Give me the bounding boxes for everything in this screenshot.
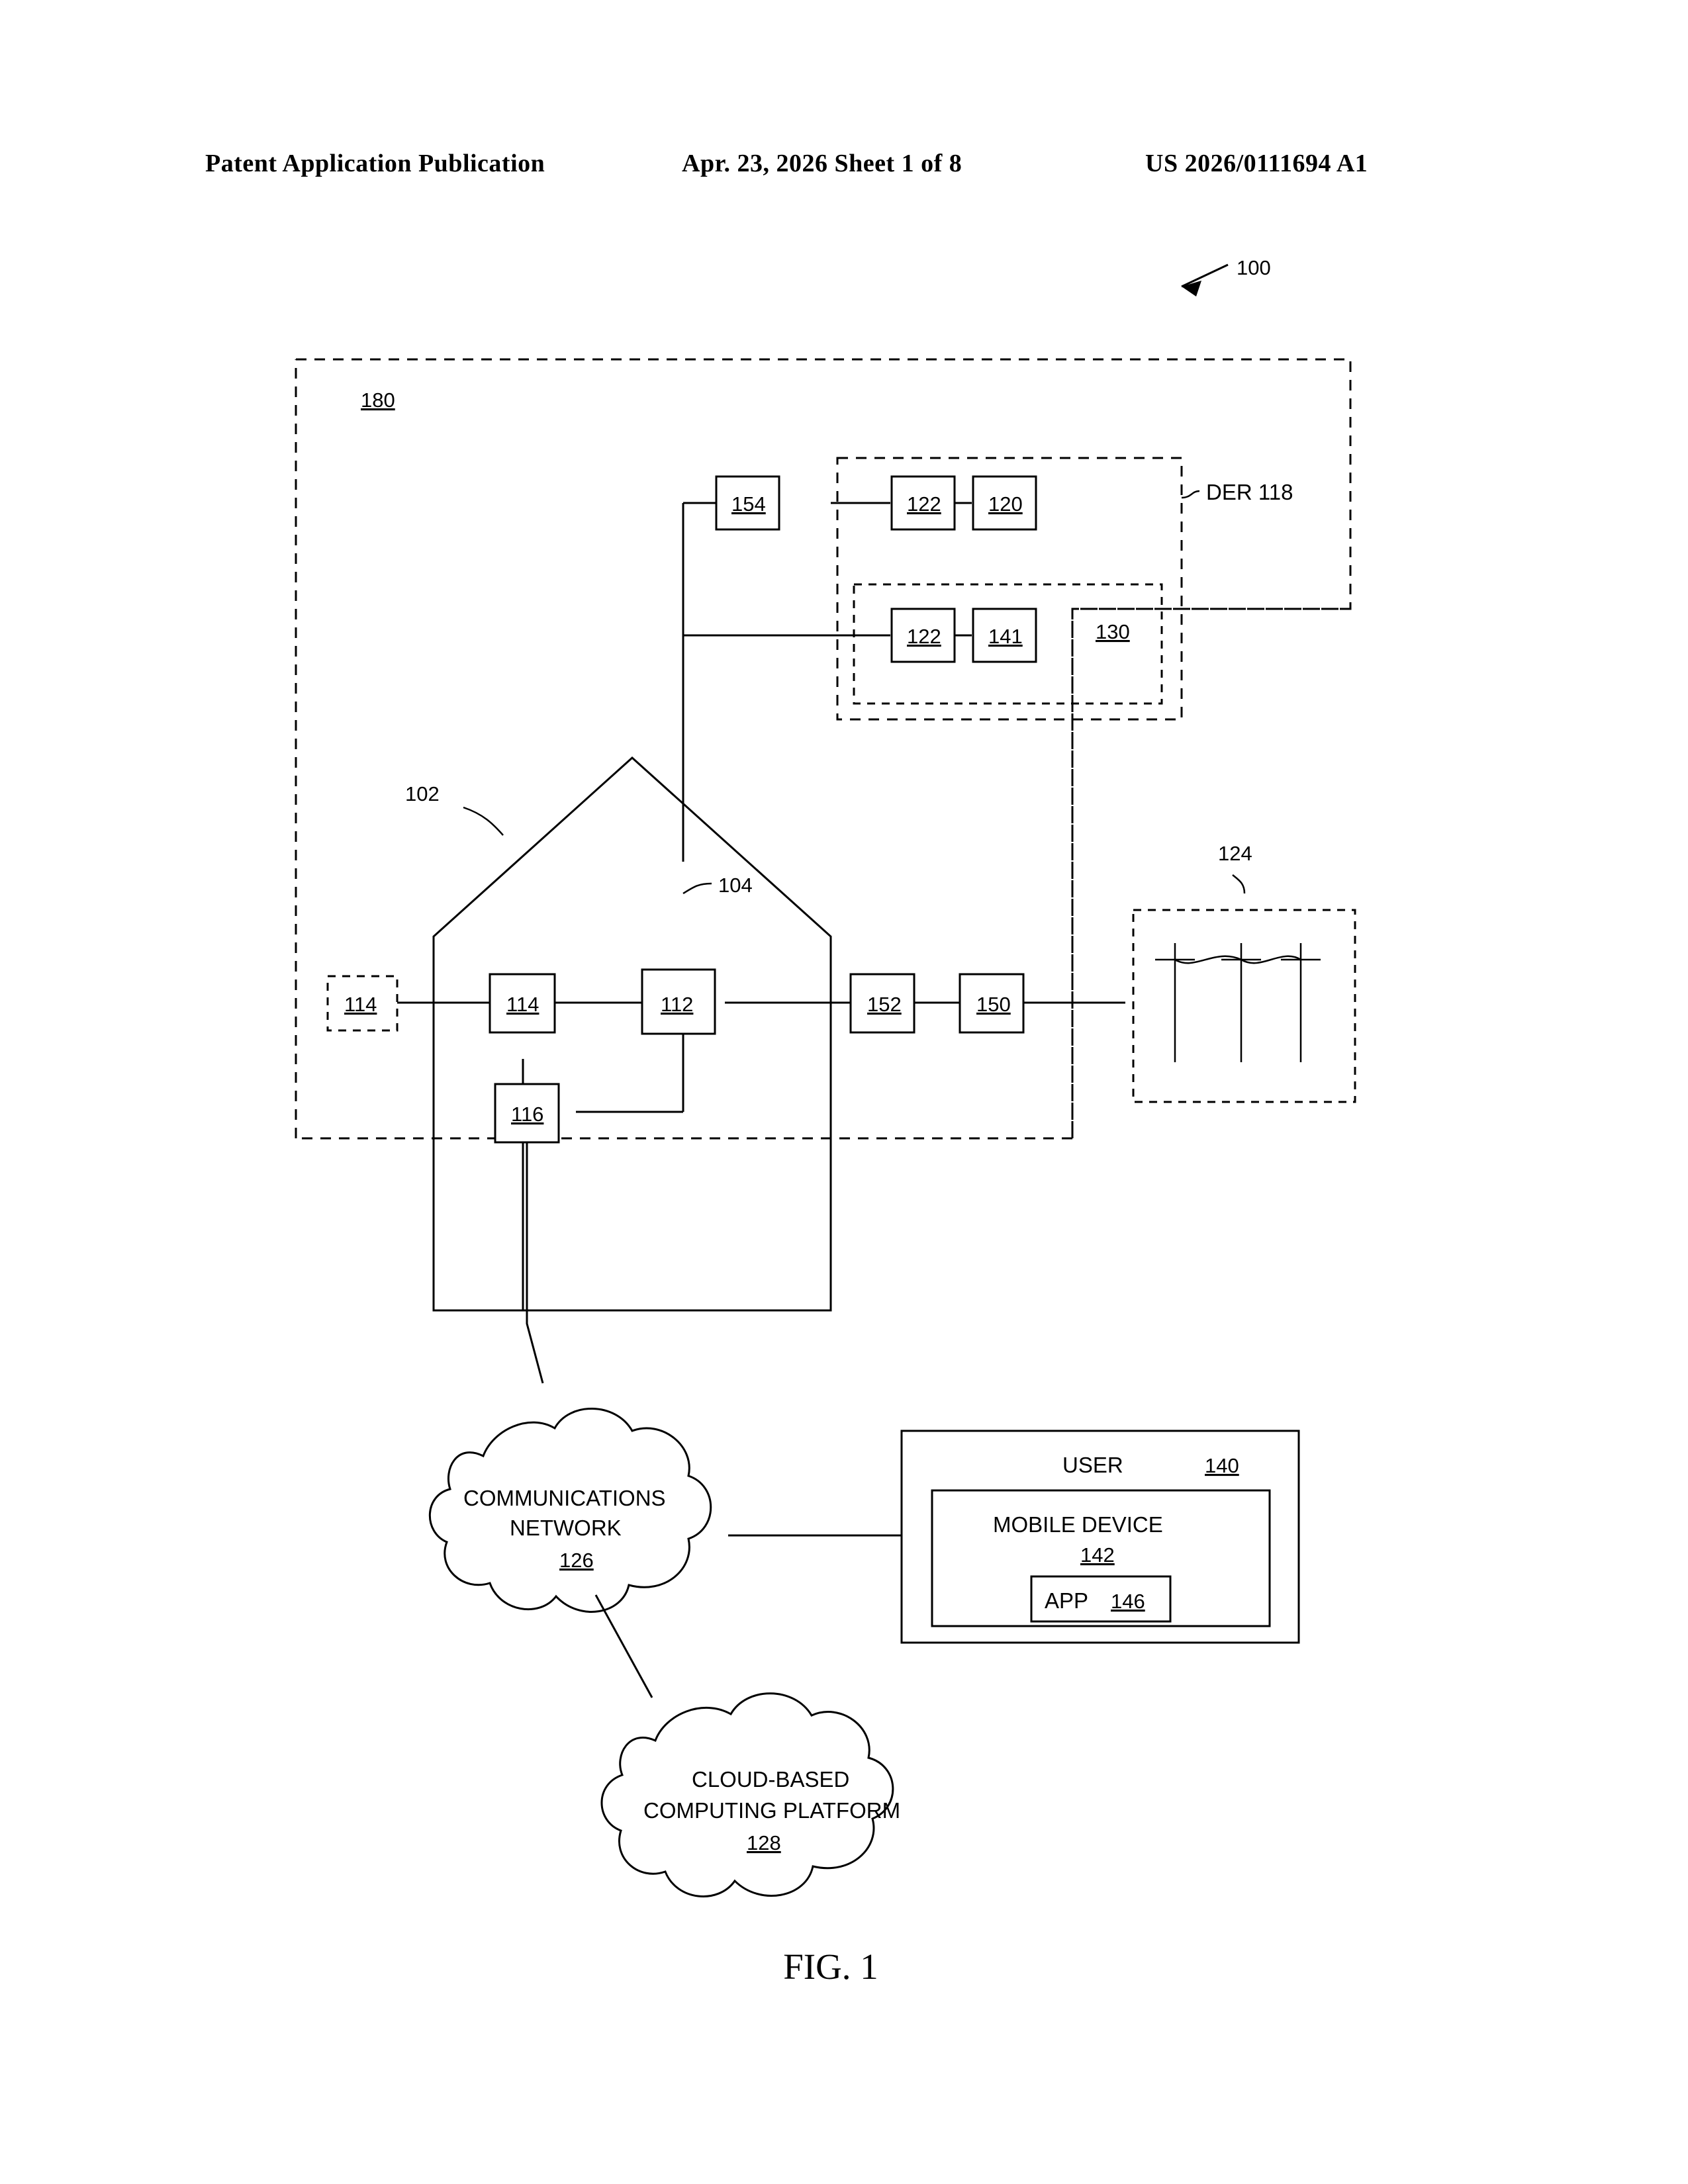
cloud-platform-line1: CLOUD-BASED bbox=[692, 1767, 850, 1792]
ref-100-callout bbox=[1182, 256, 1271, 296]
cloud-platform-ref: 128 bbox=[747, 1831, 781, 1854]
header-publication: Patent Application Publication bbox=[205, 150, 545, 177]
mobile-device-title: MOBILE DEVICE bbox=[993, 1512, 1163, 1537]
box-152-label: 152 bbox=[867, 993, 902, 1016]
figure-1-diagram bbox=[0, 199, 1688, 2085]
box-112 bbox=[642, 970, 715, 1034]
box-154-label: 154 bbox=[731, 492, 766, 516]
box-112-label: 112 bbox=[661, 993, 694, 1016]
app-ref: 146 bbox=[1111, 1590, 1145, 1613]
ref-104-callout bbox=[683, 874, 753, 897]
ref-102-label: 102 bbox=[405, 782, 440, 805]
ref-124-label: 124 bbox=[1218, 842, 1252, 865]
cloud-platform-line2: COMPUTING PLATFORM bbox=[643, 1798, 901, 1823]
box-116 bbox=[495, 1084, 559, 1142]
cloud-communications-ref: 126 bbox=[559, 1549, 594, 1572]
box-150-label: 150 bbox=[976, 993, 1011, 1016]
box-154 bbox=[716, 477, 779, 529]
main-bus bbox=[397, 1003, 1125, 1310]
der-wiring bbox=[683, 503, 972, 862]
box-122-bottom bbox=[892, 609, 955, 662]
box-114-dashed bbox=[328, 976, 397, 1030]
header-patent-number: US 2026/0111694 A1 bbox=[1145, 150, 1368, 177]
cloud-to-platform-link bbox=[596, 1595, 652, 1698]
box-114-dashed-label: 114 bbox=[344, 993, 377, 1016]
user-block-140 bbox=[902, 1431, 1299, 1643]
network-link bbox=[527, 1142, 543, 1383]
box-141 bbox=[973, 609, 1036, 662]
box-114-label: 114 bbox=[506, 993, 539, 1016]
box-152 bbox=[851, 974, 914, 1032]
der-118-label: DER 118 bbox=[1206, 480, 1293, 504]
ref-104-label: 104 bbox=[718, 874, 753, 897]
box-120-label: 120 bbox=[988, 492, 1023, 516]
figure-caption: FIG. 1 bbox=[783, 1946, 878, 1987]
header-date-sheet: Apr. 23, 2026 Sheet 1 of 8 bbox=[682, 150, 962, 177]
box-116-label: 116 bbox=[511, 1103, 544, 1126]
house-102 bbox=[405, 758, 831, 1310]
box-122-bottom-label: 122 bbox=[907, 625, 941, 648]
cloud-communications-line1: COMMUNICATIONS bbox=[463, 1486, 666, 1510]
app-label: APP bbox=[1045, 1588, 1089, 1613]
user-ref: 140 bbox=[1205, 1454, 1239, 1477]
ref-180-label: 180 bbox=[361, 388, 395, 412]
box-114 bbox=[490, 974, 555, 1032]
cloud-computing-platform bbox=[602, 1694, 900, 1897]
outer-boundary-180 bbox=[296, 359, 1350, 1138]
cloud-communications-network bbox=[430, 1408, 710, 1612]
mobile-device-ref: 142 bbox=[1080, 1543, 1115, 1567]
user-title: USER bbox=[1062, 1453, 1123, 1477]
box-120 bbox=[973, 477, 1036, 529]
box-122-top-label: 122 bbox=[907, 492, 941, 516]
utility-grid-124 bbox=[1133, 842, 1355, 1102]
ref-130-label: 130 bbox=[1096, 620, 1130, 643]
box-122-top bbox=[892, 477, 955, 529]
box-150 bbox=[960, 974, 1023, 1032]
ref-100-label: 100 bbox=[1237, 256, 1271, 279]
cloud-communications-line2: NETWORK bbox=[510, 1516, 622, 1540]
box-141-label: 141 bbox=[988, 625, 1023, 648]
